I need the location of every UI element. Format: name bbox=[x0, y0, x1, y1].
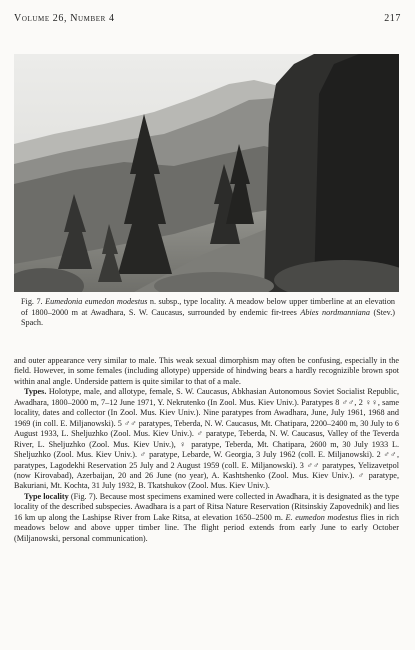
types-text: Holotype, male, and allotype, female, S. W. Caucasus, Abkhasian Autonomous Soviet Socialist Republic, Awadhara, 1800–2000 m, 7–12 June 1971, Y. Nekrutenko (In Zool. Mus. Kiev Univ.). Paratypes 8 ♂♂, 2 ♀♀, same locality, dates and collector (In Zool. Mus. Kiev Univ.). Nine paratypes from Awadhara, June, July 1961, 1968 and 1969 (in coll. E. Miljanowski). 5 ♂♂ paratypes, Teberda, N. W. Caucasus, Mt. Chatipara, 2200–2400 m, 30 July to 6 August 1933, L. Sheljuzhko (Zool. Mus. Kiev Univ.). ♂ paratype, Teberda, N. W. Caucasus, Valley of the Teverda River, L. Sheljuzhko (Zool. Mus. Kiev Univ.), ♀ paratype, Teberda, Mt. Chatipara, 2600 m, 30 July 1933 L. Sheljuzhko (Zool. Mus. Kiev Univ.). ♂ paratype, Lebarde, W. Georgia, 3 July 1962 (coll. E. Miljanowski). 2 ♂♂, paratypes, Lagodekhi Reservation 25 July and 2 August 1959 (coll. E. Miljanowski). 3 ♂♂ paratypes, Yelizavetpol (now Kirovabad), Azerbaijan, 20 and 26 June (no year), A. Kashtshenko (Zool. Mus. Kiev Univ.). ♂ paratype, Bakuriani, Mt. Kochta, 31 July 1932, B. Tkatshukov (Zool. Mus. Kiev Univ.). bbox=[14, 387, 399, 491]
type-locality-text: (Fig. 7). Because most specimens examined were collected in Awadhara, it is designated as the type locality of the described subspecies. Awadhara is a part of Ritsa Nature Reservation (Ritsinskiy Zapovednik) and lies 16 km up along the Lashipse River from Lake Ritsa, at elevation 1650–2500 m. bbox=[14, 491, 399, 522]
type-locality-heading: Type locality bbox=[24, 491, 69, 501]
type-locality-taxon: E. eumedon modestus bbox=[285, 512, 358, 522]
article-body bbox=[14, 356, 399, 544]
journal-volume: Volume 26, Number 4 bbox=[14, 13, 115, 24]
figure-caption bbox=[21, 297, 395, 329]
figure-tree-name: Abies nordmanniana bbox=[300, 307, 370, 317]
figure-photo bbox=[14, 54, 399, 292]
paragraph-types bbox=[14, 387, 399, 492]
figure-caption-text: n. subsp., type locality. A meadow below upper timberline at an elevation of 1800–2000 m at Awadhara, S. W. Caucasus, surrounded by endemic fir-trees bbox=[21, 297, 396, 317]
mountain-meadow-photo bbox=[14, 54, 399, 292]
figure-taxon: Eumedonia eumedon modestus bbox=[45, 297, 148, 306]
running-head bbox=[14, 13, 401, 24]
types-heading: Types. bbox=[24, 387, 47, 397]
figure-caption-tail: (Stev.) Spach. bbox=[21, 307, 395, 327]
type-locality-tail: flies in rich meadows below and above upper timber line. The flight period extends from early June to early October (Miljanowski, personal communication). bbox=[14, 512, 400, 543]
figure-label: Fig. 7. bbox=[21, 297, 43, 306]
paragraph-type-locality bbox=[14, 492, 399, 544]
paragraph-dimorphism: and outer appearance very similar to male. This weak sexual dimorphism may often be confusing, especially in the field. However, in some females (including allotype) upperside of hindwing bears a hardly recognizible brown spot within anal angle. Underside pattern is quite similar to that of a male. bbox=[14, 356, 399, 386]
page-number: 217 bbox=[384, 13, 401, 24]
